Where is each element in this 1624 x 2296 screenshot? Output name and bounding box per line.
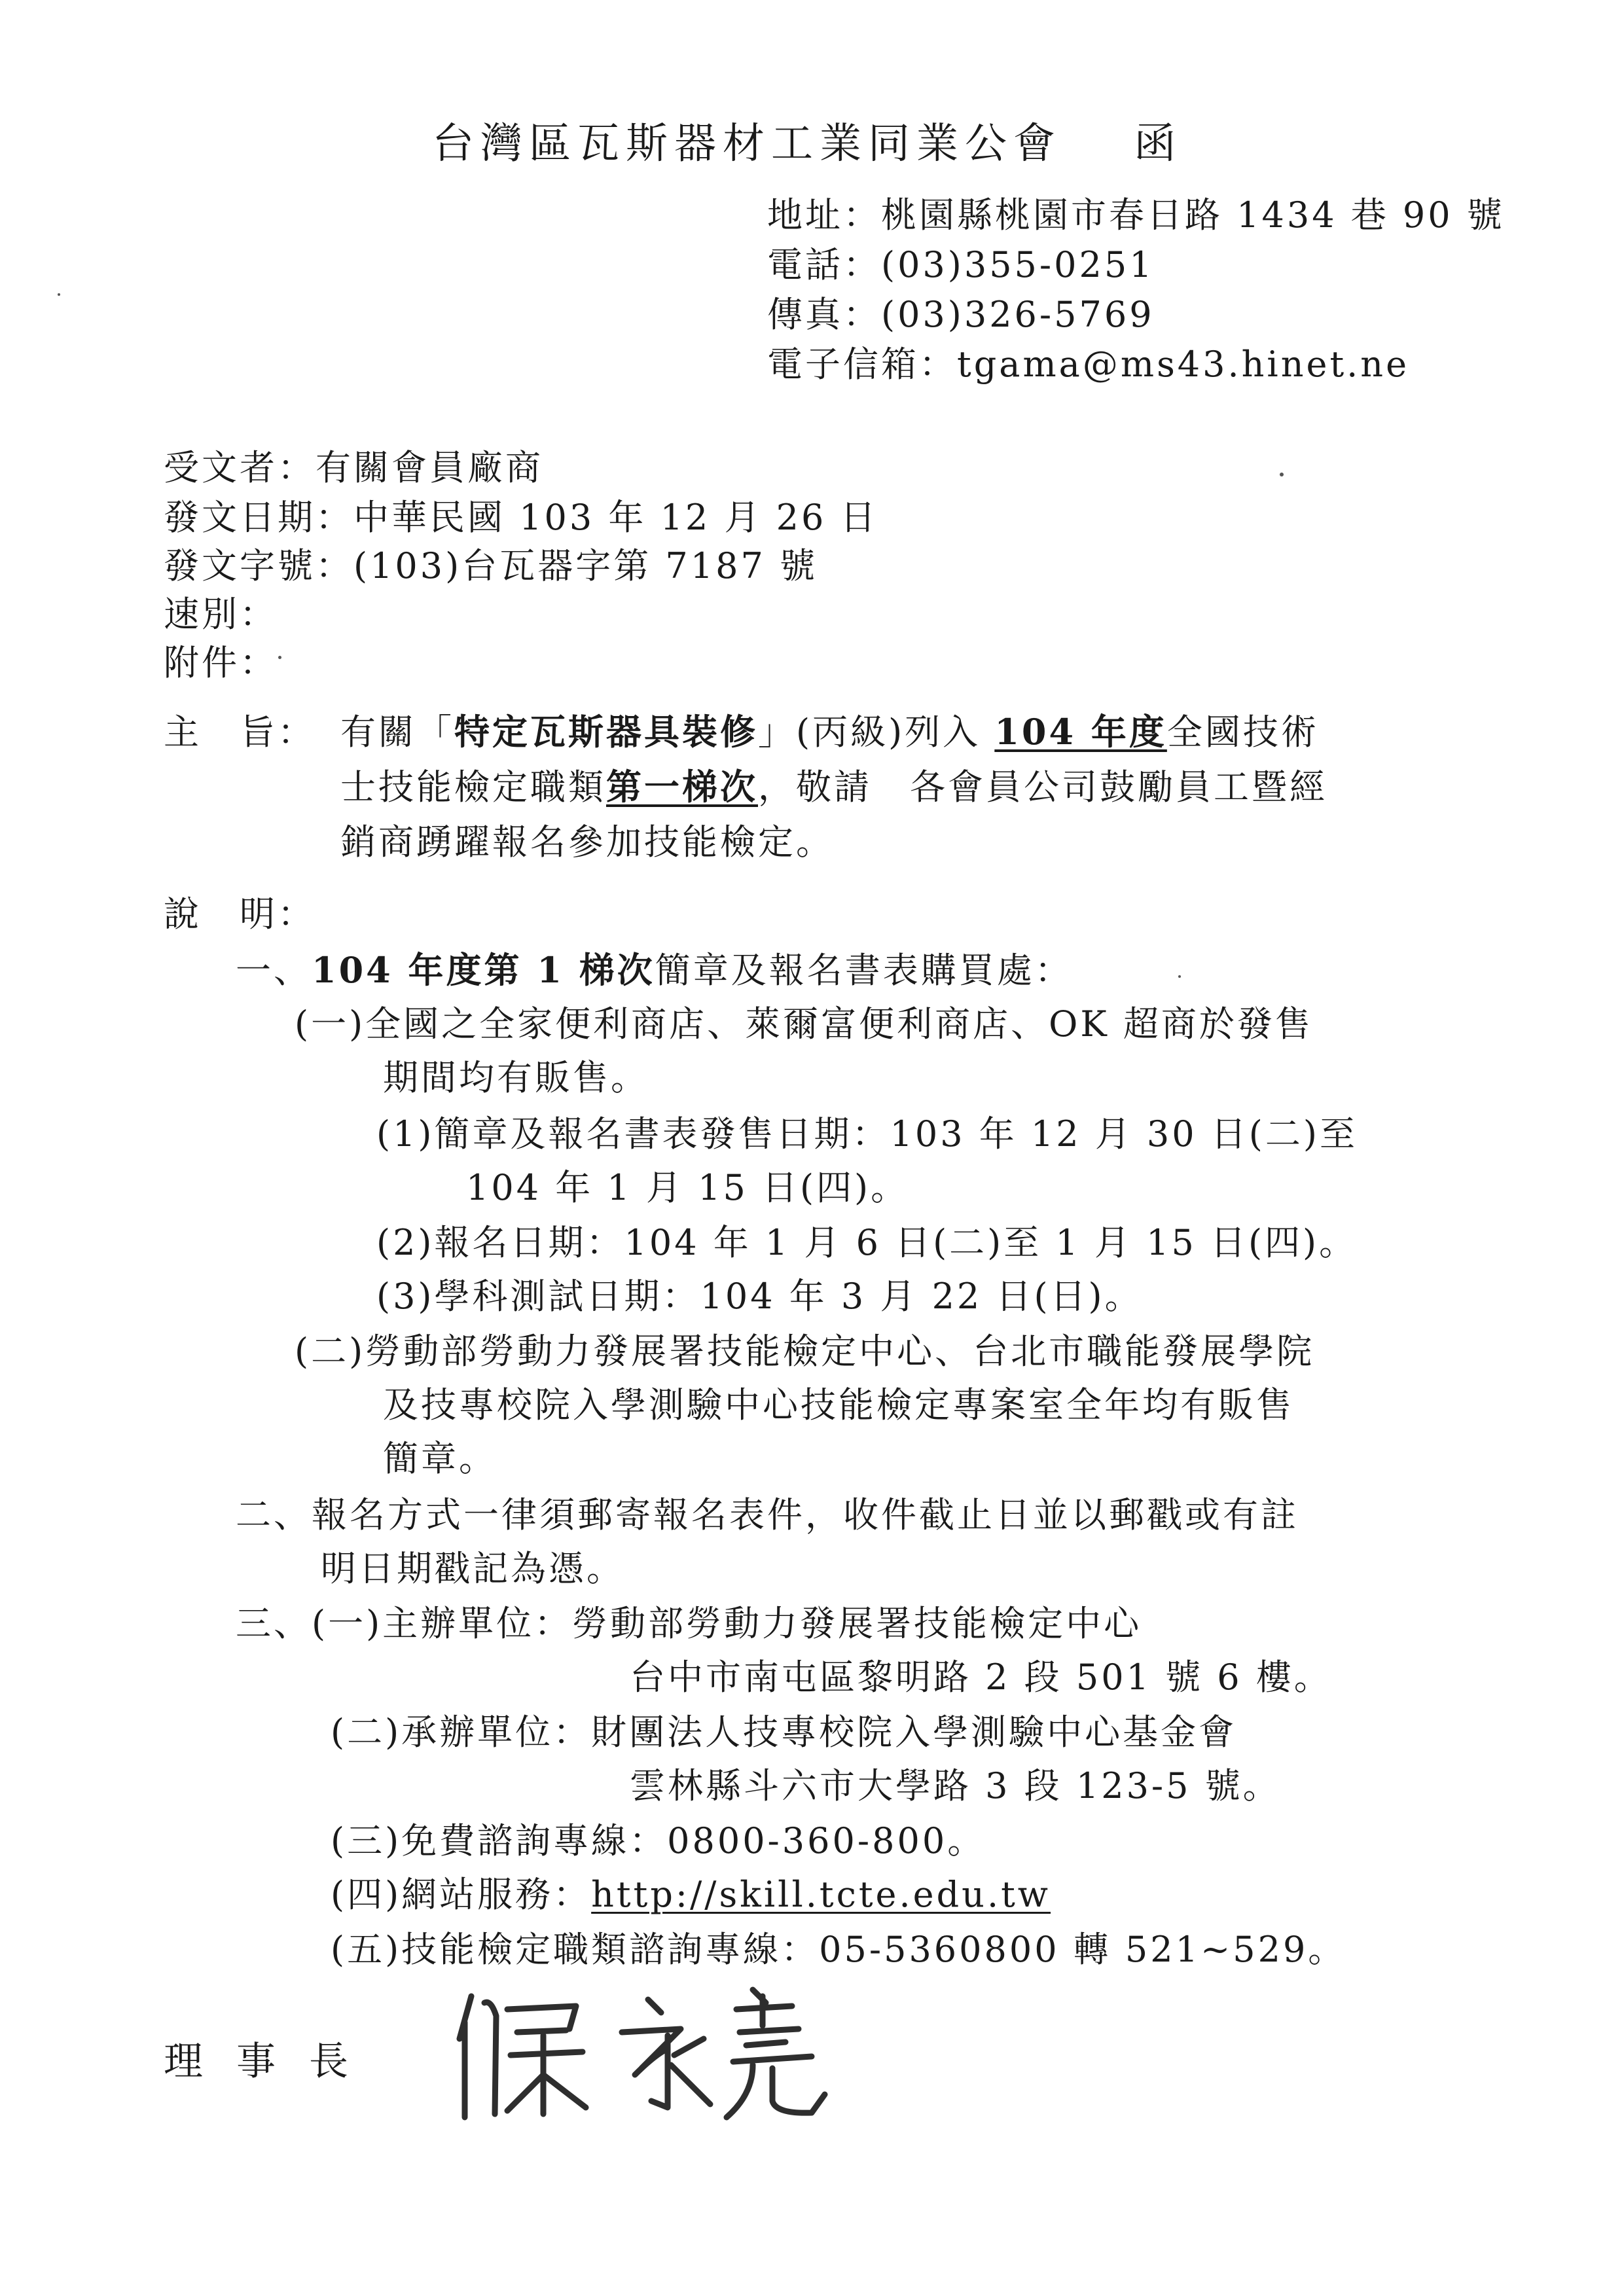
section-1-batch: 104 年度第 1 梯次	[312, 949, 655, 991]
org-address: 地址：桃園縣桃園市春日路 1434 巷 90 號	[767, 194, 1505, 236]
reference-number: 發文字號：(103)台瓦器字第 7187 號	[164, 545, 818, 586]
subject-line-1	[340, 704, 1319, 755]
subject-year: 104 年度	[994, 711, 1167, 753]
item-1-1-sub-1-line-2: 104 年 1 月 15 日(四)。	[466, 1167, 909, 1208]
subject-trade: 特定瓦斯器具裝修	[454, 711, 758, 753]
scan-speck	[1280, 473, 1284, 476]
website-label: (四)網站服務：	[331, 1874, 592, 1915]
item-1-1-sub-2: (2)報名日期：104 年 1 月 6 日(二)至 1 月 15 日(四)。	[376, 1222, 1358, 1263]
subject-text: ，敬請 各會員公司鼓勵員工暨經	[758, 766, 1327, 808]
recipient: 受文者：有關會員廠商	[164, 447, 543, 488]
item-1-1-line-2: 期間均有販售。	[383, 1057, 649, 1098]
subject-batch: 第一梯次	[606, 766, 758, 808]
subject-text: 全國技術	[1166, 711, 1319, 753]
subject-line-2	[340, 759, 1327, 810]
subject-label: 主 旨：	[164, 711, 316, 753]
org-title: 台灣區瓦斯器材工業同業公會	[432, 120, 1062, 168]
section-3-item-1-line-2: 台中市南屯區黎明路 2 段 501 號 6 樓。	[630, 1657, 1332, 1698]
section-3-item-1-line-1: 三、(一)主辦單位：勞動部勞動力發展署技能檢定中心	[236, 1603, 1142, 1644]
org-phone: 電話：(03)355-0251	[767, 244, 1155, 285]
item-1-1-sub-3: (3)學科測試日期：104 年 3 月 22 日(日)。	[376, 1276, 1143, 1317]
subject-text: 有關「	[340, 711, 454, 753]
scan-speck	[1178, 975, 1181, 978]
urgency: 速別：	[164, 594, 278, 635]
subject-text: 士技能檢定職類	[340, 766, 606, 808]
section-number: 一、	[236, 950, 312, 991]
scan-speck	[58, 293, 60, 296]
attachment: 附件：	[164, 642, 278, 683]
org-fax: 傳真：(03)326-5769	[767, 294, 1155, 335]
explanation-label: 說 明：	[164, 893, 316, 935]
doc-type: 函	[1134, 120, 1183, 168]
section-1-heading	[236, 942, 1073, 993]
item-1-2-line-2: 及技專校院入學測驗中心技能檢定專案室全年均有販售	[383, 1384, 1294, 1426]
section-2-line-1: 二、報名方式一律須郵寄報名表件，收件截止日並以郵戳或有註	[236, 1494, 1299, 1535]
section-3-item-4	[331, 1867, 1051, 1917]
section-3-item-3: (三)免費諮詢專線：0800-360-800。	[331, 1820, 986, 1861]
item-1-2-line-3: 簡章。	[383, 1438, 497, 1479]
section-3-item-2-line-1: (二)承辦單位：財團法人技專校院入學測驗中心基金會	[331, 1712, 1237, 1753]
org-email: 電子信箱：tgama@ms43.hinet.ne	[767, 344, 1410, 385]
section-1-text: 簡章及報名書表購買處：	[655, 950, 1073, 991]
section-2-line-2: 明日期戳記為憑。	[321, 1548, 624, 1589]
handwritten-signature	[445, 1977, 851, 2127]
website-link[interactable]: http://skill.tcte.edu.tw	[591, 1874, 1051, 1915]
signatory-title: 理事長	[164, 2039, 382, 2085]
subject-line-3: 銷商踴躍報名參加技能檢定。	[340, 821, 834, 863]
item-1-2-line-1: (二)勞動部勞動力發展署技能檢定中心、台北市職能發展學院	[295, 1331, 1315, 1372]
section-3-item-2-line-2: 雲林縣斗六市大學路 3 段 123-5 號。	[630, 1765, 1281, 1806]
section-3-item-5: (五)技能檢定職類諮詢專線：05-5360800 轉 521~529。	[331, 1929, 1346, 1970]
item-1-1-sub-1-line-1: (1)簡章及報名書表發售日期：103 年 12 月 30 日(二)至	[376, 1113, 1358, 1155]
item-1-1-line-1: (一)全國之全家便利商店、萊爾富便利商店、OK 超商於發售	[295, 1003, 1313, 1045]
scan-speck	[278, 656, 281, 659]
issue-date: 發文日期：中華民國 103 年 12 月 26 日	[164, 497, 878, 538]
subject-text: 」(丙級)列入	[758, 711, 995, 753]
